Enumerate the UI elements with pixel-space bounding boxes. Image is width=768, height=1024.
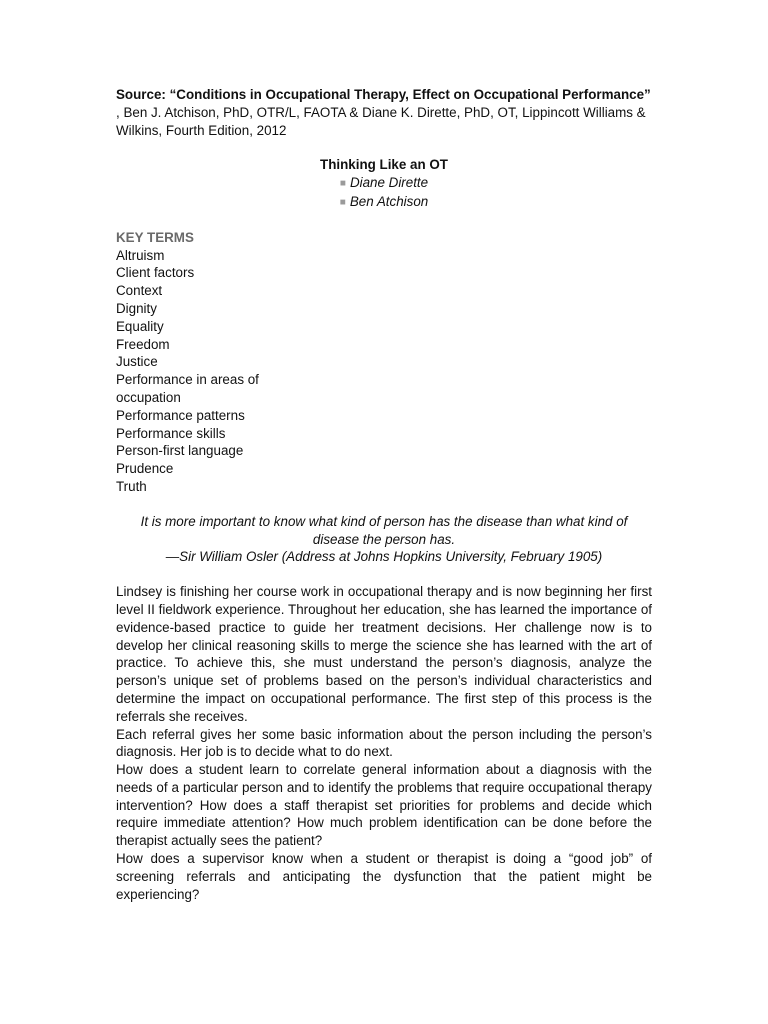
square-bullet-icon: ■: [339, 196, 346, 208]
key-term: Performance patterns: [116, 407, 245, 423]
key-term: Equality: [116, 318, 164, 334]
paragraph: How does a student learn to correlate general information about a diagnosis with the needs of a particular person and to identify the problems that require occupational therapy intervention? How does a staff therapist set priorities for problems and decide which require immediate attention? How much problem identification can be done before the therapist actually sees the patient?: [116, 762, 652, 849]
chapter-author: ■ Diane Dirette: [116, 174, 652, 193]
epigraph-quote: [116, 513, 652, 566]
chapter-author: ■ Ben Atchison: [116, 193, 652, 212]
chapter-title-block: [116, 156, 652, 211]
square-bullet-icon: ■: [339, 178, 346, 190]
source-label: Source:: [116, 87, 166, 102]
key-terms-list: [116, 247, 652, 496]
key-term: Performance in areas of occupation: [116, 372, 259, 405]
source-title: “Conditions in Occupational Therapy, Effect on Occupational Performance”: [169, 87, 651, 102]
quote-text: It is more important to know what kind of person has the disease than what kind of disease the person has.: [140, 513, 628, 547]
body-text: [116, 583, 652, 903]
key-term: Altruism: [116, 247, 165, 263]
paragraph: How does a supervisor know when a student or therapist is doing a “good job” of screening referrals and anticipating the dysfunction that the patient might be experiencing?: [116, 851, 652, 902]
key-term: Client factors: [116, 265, 195, 281]
key-term: Dignity: [116, 300, 157, 316]
source-citation: [116, 86, 652, 139]
key-term: Justice: [116, 354, 158, 370]
key-term: Truth: [116, 478, 147, 494]
paragraph: Lindsey is finishing her course work in occupational therapy and is now beginning her first level II fieldwork experience. Throughout her education, she has learned the importance of evidence-based practice to guide her treatment decisions. Her challenge now is to develop her clinical reasoning skills to merge the science she has learned with the art of practice. To achieve this, she must understand the person’s diagnosis, analyze the person’s unique set of problems based on the person’s individual characteristics and determine the impact on occupational performance. The first step of this process is the referrals she receives.: [116, 584, 652, 724]
key-term: Prudence: [116, 461, 174, 477]
key-term: Freedom: [116, 336, 170, 352]
quote-attribution: —Sir William Osler (Address at Johns Hopkins University, February 1905): [165, 549, 603, 565]
paragraph: Each referral gives her some basic information about the person including the person’s diagnosis. Her job is to decide what to do next.: [116, 726, 652, 760]
chapter-title: Thinking Like an OT: [320, 157, 448, 173]
key-term: Context: [116, 283, 163, 299]
document-page: [116, 86, 652, 903]
key-term: Person-first language: [116, 443, 244, 459]
source-details: , Ben J. Atchison, PhD, OTR/L, FAOTA & Diane K. Dirette, PhD, OT, Lippincott Williams & Wilkins, Fourth Edition, 2012: [116, 104, 646, 138]
key-term: Performance skills: [116, 425, 226, 441]
key-terms-heading: KEY TERMS: [116, 229, 194, 245]
